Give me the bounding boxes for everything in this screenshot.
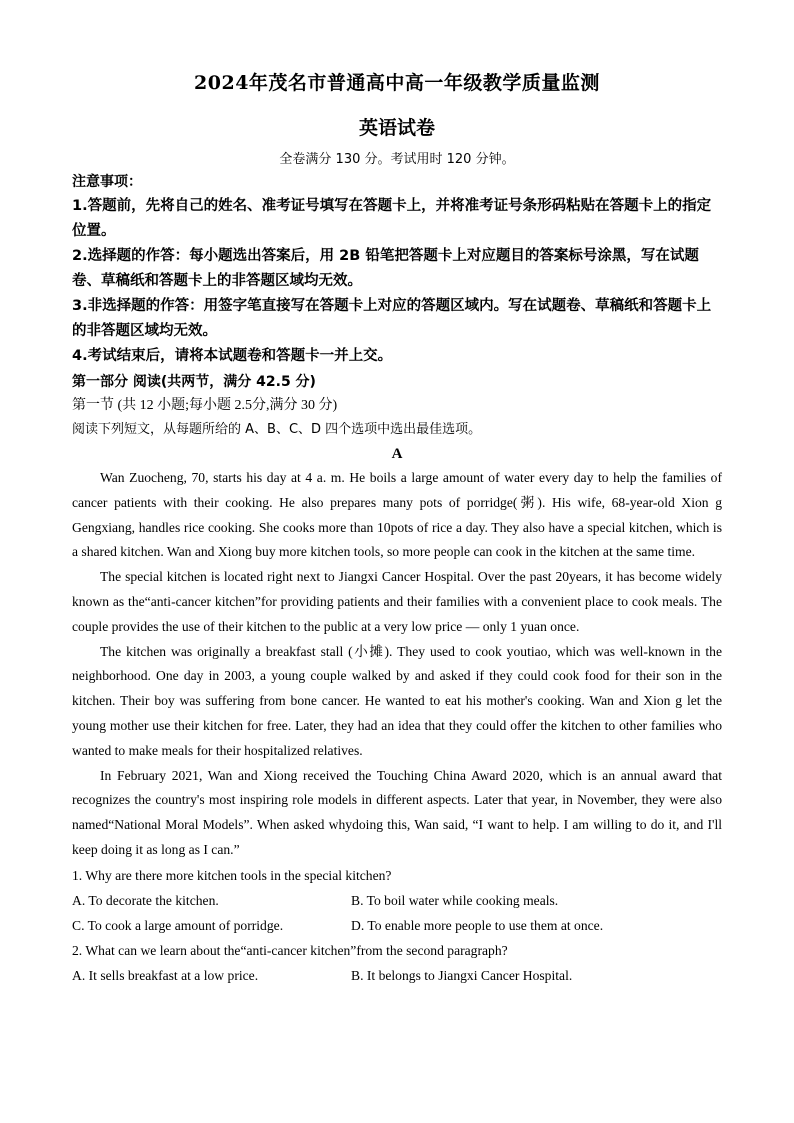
passage-paragraph-1: Wan Zuocheng, 70, starts his day at 4 a. m. He boils a large amount of water every day to help the families of cancer patients with their cooking. He also prepares many pots of porridge(粥). His wife, 68-year-old Xion g Gengxiang, handles rice cooking. She cooks more than 10pots of rice a day. They also have a special kitchen, which is a shared kitchen. Wan and Xiong buy more kitchen tools, so more people can cook in the kitchen at the same time. <box>72 470 722 560</box>
section1-heading: 第一节 (共 12 小题;每小题 2.5分,满分 30 分) <box>72 398 338 413</box>
question-2-option-b: B. It belongs to Jiangxi Cancer Hospital. <box>351 967 573 983</box>
exam-title: 2024年茂名市普通高中高一年级教学质量监测 <box>194 72 600 94</box>
question-2-options-row-1 <box>72 963 722 988</box>
question-1-option-d: D. To enable more people to use them at once. <box>351 917 604 933</box>
passage-paragraph-3: The kitchen was originally a breakfast stall (小摊). They used to cook youtiao, which was well-known in the neighborhood. One day in 2003, a young couple walked by and asked if they could cook food for their son in the kitchen. Their boy was suffering from bone cancer. He wanted to eat his mother's cooking. Wan and Xion g let the young mother use their kitchen for free. Later, they had an idea that they could offer the kitchen to other families who wanted to make meals for their hospitalized relatives. <box>72 643 722 758</box>
question-1-stem: 1. Why are there more kitchen tools in the special kitchen? <box>72 867 392 883</box>
question-2-option-a: A. It sells breakfast at a low price. <box>72 967 259 983</box>
subject-title: 英语试卷 <box>358 117 435 139</box>
note-item-3: 3.非选择题的作答：用签字笔直接写在答题卡上对应的答题区域内。写在试题卷、草稿纸和答题卡上的非答题区域均无效。 <box>72 298 712 339</box>
question-1-options-row-1 <box>72 888 722 913</box>
note-item-2: 2.选择题的作答：每小题选出答案后，用 2B 铅笔把答题卡上对应题目的答案标号涂黑，写在试题卷、草稿纸和答题卡上的非答题区域均无效。 <box>72 248 699 289</box>
notes-heading: 注意事项： <box>72 174 142 190</box>
passage-letter: A <box>391 446 403 462</box>
passage-paragraph-2: The special kitchen is located right next to Jiangxi Cancer Hospital. Over the past 20years, it has become widely known as the“anti-cancer kitchen”for providing patients and their families with a convenient place to cook meals. The couple provides the use of their kitchen to the public at a very low price — only 1 yuan once. <box>72 569 722 634</box>
question-1-options-row-2 <box>72 913 722 938</box>
question-1-option-b: B. To boil water while cooking meals. <box>351 892 559 908</box>
note-item-4: 4.考试结束后，请将本试题卷和答题卡一并上交。 <box>72 348 393 364</box>
question-2-stem: 2. What can we learn about the“anti-cancer kitchen”from the second paragraph? <box>72 942 508 958</box>
question-1-option-a: A. To decorate the kitchen. <box>72 892 219 908</box>
reading-instructions: 阅读下列短文，从每题所给的 A、B、C、D 四个选项中选出最佳选项。 <box>72 422 482 437</box>
note-item-1: 1.答题前，先将自己的姓名、准考证号填写在答题卡上，并将准考证号条形码粘贴在答题卡上的指定位置。 <box>72 198 712 239</box>
score-info: 全卷满分 130 分。考试用时 120 分钟。 <box>279 152 515 167</box>
question-1-option-c: C. To cook a large amount of porridge. <box>72 917 284 933</box>
part1-title: 第一部分 阅读(共两节，满分 42.5 分) <box>72 374 316 390</box>
passage-paragraph-4: In February 2021, Wan and Xiong received the Touching China Award 2020, which is an annual award that recognizes the country's most inspiring role models in different aspects. Later that year, in November, they were also named“National Moral Models”. When asked whydoing this, Wan said, “I want to help. I am willing to do it, and I'll keep doing it as long as I can.” <box>72 767 722 857</box>
content-body <box>72 170 722 988</box>
